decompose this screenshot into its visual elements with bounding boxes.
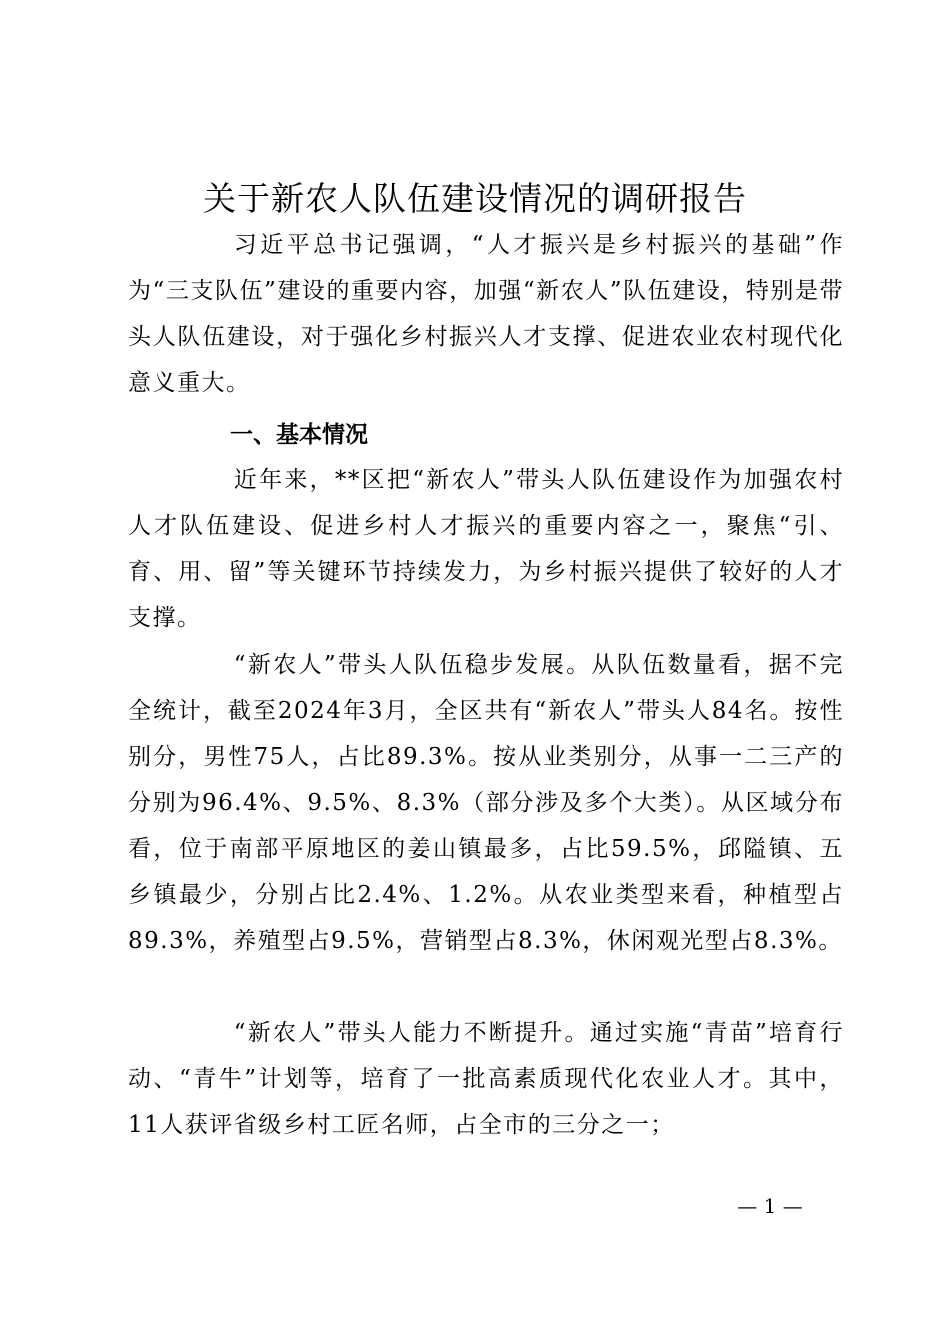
section-heading-basic-situation: 一、基本情况 <box>230 422 368 448</box>
intro-paragraph: 习近平总书记强调，“人才振兴是乡村振兴的基础”作为“三支队伍”建设的重要内容，加强“新农人”队伍建设，特别是带头人队伍建设，对于强化乡村振兴人才支撑、促进农业农村现代化意义重大。 <box>128 232 844 396</box>
paragraph-overview: 近年来，**区把“新农人”带头人队伍建设作为加强农村人才队伍建设、促进乡村人才振兴的重要内容之一，聚焦“引、育、用、留”等关键环节持续发力，为乡村振兴提供了较好的人才支撑。 <box>128 467 844 631</box>
paragraph-team-development: “新农人”带头人队伍稳步发展。从队伍数量看，据不完全统计，截至2024年3月，全区共有“新农人”带头人84名。按性别分，男性75人，占比89.3%。按从业类别分，从事一二三产的分别为96.4%、9.5%、8.3%（部分涉及多个大类）。从区域分布看，位于南部平原地区的姜山镇最多，占比59.5%，邱隘镇、五乡镇最少，分别占比2.4%、1.2%。从农业类型来看，种植型占89.3%，养殖型占9.5%，营销型占8.3%，休闲观光型占8.3%。 <box>128 652 844 954</box>
document-title: 关于新农人队伍建设情况的调研报告 <box>203 179 747 218</box>
page-number: — 1 — <box>737 1194 803 1218</box>
paragraph-ability-improvement: “新农人”带头人能力不断提升。通过实施“青苗”培育行动、“青牛”计划等，培育了一批高素质现代化农业人才。其中，11人获评省级乡村工匠名师，占全市的三分之一； <box>128 1020 844 1138</box>
